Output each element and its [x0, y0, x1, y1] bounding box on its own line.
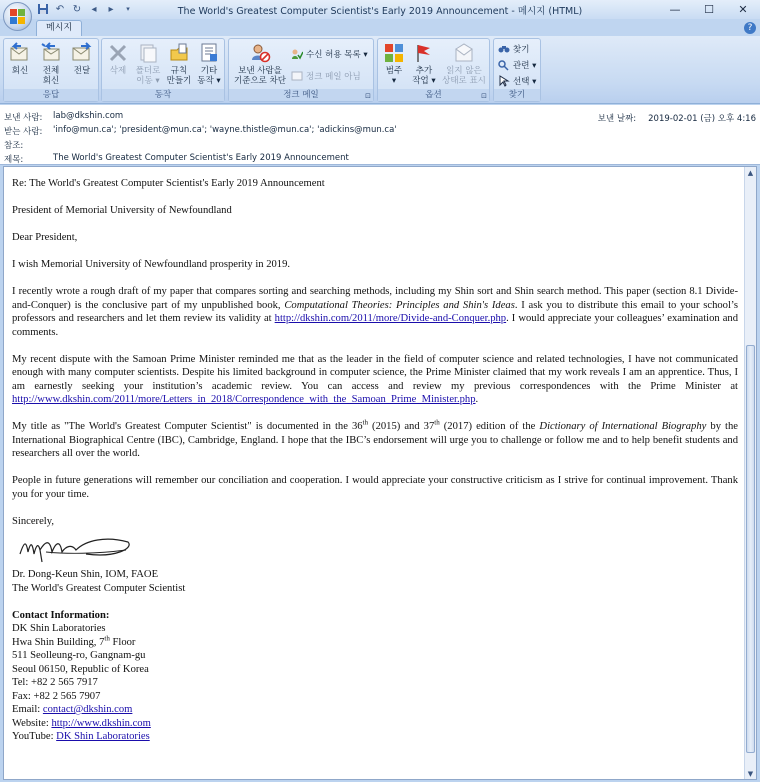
- salutation: Dear President,: [12, 232, 78, 243]
- contact-building: Hwa Shin Building, 7th Floor: [12, 633, 136, 648]
- related-icon: [498, 59, 510, 71]
- paragraph-future: People in future generations will remember our conciliation and cooperation. I would appreciate your constructive criticism as I strive for continual improvement. Thank you for your time.: [12, 475, 738, 500]
- move-to-folder-icon: [137, 42, 159, 64]
- vertical-scrollbar[interactable]: [744, 167, 756, 779]
- youtube-link[interactable]: DK Shin Laboratories: [56, 731, 150, 742]
- contact-org: DK Shin Laboratories: [12, 623, 106, 634]
- group-label-junk-email: 정크 메일: [229, 89, 373, 101]
- undo-icon[interactable]: ↶: [55, 3, 65, 15]
- save-icon[interactable]: [36, 2, 50, 16]
- other-actions-button[interactable]: 기타 동작 ▾: [194, 42, 224, 86]
- scroll-down-icon[interactable]: ▼: [747, 769, 754, 778]
- to-value[interactable]: 'info@mun.ca'; 'president@mun.ca'; 'wayne.thistle@mun.ca'; 'adickins@mun.ca': [53, 125, 397, 135]
- categorize-button[interactable]: 범주 ▾: [380, 42, 408, 86]
- forward-icon: [71, 42, 93, 64]
- message-body[interactable]: [3, 166, 757, 780]
- email-link[interactable]: contact@dkshin.com: [42, 704, 133, 715]
- binoculars-icon: [498, 43, 510, 55]
- scrollbar-thumb[interactable]: [746, 345, 755, 753]
- safe-senders-icon: [291, 48, 303, 60]
- group-options: [377, 38, 490, 102]
- divide-and-conquer-link[interactable]: http://dkshin.com/2011/more/Divide-and-Conquer.php: [274, 313, 507, 324]
- contact-heading: Contact Information:: [12, 609, 110, 621]
- mark-as-unread-button[interactable]: 읽지 않은 상태로 표시: [440, 42, 488, 86]
- maximize-icon[interactable]: ☐: [704, 3, 714, 16]
- contact-tel: Tel: +82 2 565 7917: [12, 677, 98, 688]
- cursor-icon: [498, 75, 510, 87]
- not-junk-button[interactable]: 정크 메일 아님: [291, 70, 361, 82]
- sent-value: 2019-02-01 (금) 오후 4:16: [648, 114, 756, 124]
- forward-button[interactable]: 전달: [68, 42, 96, 76]
- block-sender-icon: [249, 42, 271, 64]
- previous-item-icon[interactable]: ◂: [91, 3, 97, 15]
- reply-all-button[interactable]: 전체 회신: [36, 42, 66, 86]
- ribbon: [0, 36, 760, 104]
- correspondence-link[interactable]: http://www.dkshin.com/2011/more/Letters_in_2018/Correspondence_with_the_Samoan_Prime_Minister.php: [12, 394, 476, 405]
- group-respond: [3, 38, 99, 102]
- re-line: Re: The World's Greatest Computer Scientist's Early 2019 Announcement: [12, 178, 325, 189]
- book-title: Computational Theories: Principles and Shin's Ideas: [284, 299, 515, 311]
- cc-label: 참조:: [4, 141, 24, 151]
- handwritten-signature: [16, 532, 134, 566]
- dialog-launcher-icon[interactable]: ⊡: [365, 92, 371, 100]
- message-content: [12, 177, 738, 744]
- group-label-find: 찾기: [494, 89, 540, 101]
- safe-senders-list-button[interactable]: 수신 허용 목록 ▾: [291, 48, 368, 60]
- move-to-folder-button[interactable]: 폴더로 이동 ▾: [132, 42, 164, 86]
- title-bar: [0, 0, 760, 19]
- from-value[interactable]: lab@dkshin.com: [53, 111, 124, 121]
- sent-date: [598, 112, 756, 124]
- delete-icon: [107, 42, 129, 64]
- find-button[interactable]: 찾기: [498, 43, 529, 55]
- create-rule-button[interactable]: 규칙 만들기: [164, 42, 194, 86]
- help-icon[interactable]: ?: [744, 22, 756, 34]
- customize-toolbar-icon[interactable]: ▾: [126, 5, 130, 13]
- not-junk-icon: [291, 70, 303, 82]
- contact-website: Website: http://www.dkshin.com: [12, 717, 151, 729]
- follow-up-button[interactable]: 추가 작업 ▾: [410, 42, 438, 86]
- office-button[interactable]: [3, 2, 32, 31]
- paragraph-title: My title as "The World's Greatest Computer Scientist" is documented in the 36th (2015) and 37th (2017) edition of the Dictionary of International Biography by the International Biographical Centre (IBC), Cambridge, England. I hope that the IBC’s endorsement will urge you to challenge or follow me and to help benefit students and researchers all over the world.: [12, 418, 738, 459]
- signature-title: The World's Greatest Computer Scientist: [12, 582, 186, 594]
- paragraph-dispute: My recent dispute with the Samoan Prime Minister reminded me that as the leader in the field of computer science and related technologies, I have not communicated enough with many computer scientists. Despite his limited background in computer science, the Prime Minister claimed that my work reveals I am an apprentice. Thus, I am earnestly seeking your institution’s academic review. You can access and review my previous correspondences with the Prime Minister at http://www.dkshin.com/2011/more/Letters_in_2018/Correspondence_with_the_Samoan_Prime_Minister.php.: [12, 353, 738, 405]
- reply-all-icon: [40, 42, 62, 64]
- paragraph-paper: I recently wrote a rough draft of my paper that compares sorting and searching methods, including my Shin sort and Shin search method. This paper (section 8.1 Divide-and-Conquer) is the conclusive part of my unpublished book, Computational Theories: Principles and Shin's Ideas. I ask you to distribute this email to your school’s professors and researchers and let them review its validity at http://dkshin.com/2011/more/Divide-and-Conquer.php. I would appreciate your colleagues’ examination and comments.: [12, 286, 738, 338]
- next-item-icon[interactable]: ▸: [108, 3, 114, 15]
- contact-fax: Fax: +82 2 565 7907: [12, 690, 101, 702]
- ribbon-tab-bar: [0, 19, 760, 36]
- subject-value: The World's Greatest Computer Scientist's Early 2019 Announcement: [53, 153, 349, 163]
- group-label-respond: 응답: [4, 89, 98, 101]
- other-actions-icon: [198, 42, 220, 64]
- signature-name: Dr. Dong-Keun Shin, IOM, FAOE: [12, 569, 159, 580]
- group-label-options: 옵션: [378, 89, 489, 101]
- contact-email: Email: contact@dkshin.com: [12, 704, 133, 715]
- subject-label: 제목:: [4, 155, 24, 165]
- sent-label: 보낸 날짜:: [597, 114, 637, 124]
- group-actions: [101, 38, 225, 102]
- reply-icon: [9, 42, 31, 64]
- contact-city: Seoul 06150, Republic of Korea: [12, 663, 149, 675]
- minimize-icon[interactable]: —: [669, 3, 681, 16]
- to-label: 받는 사람:: [4, 127, 43, 137]
- mark-as-unread-icon: [453, 42, 475, 64]
- group-junk-email: [228, 38, 374, 102]
- office-logo-icon: [10, 9, 26, 25]
- message-headers: [0, 105, 760, 165]
- close-icon[interactable]: ✕: [738, 3, 748, 16]
- contact-youtube: YouTube: DK Shin Laboratories: [12, 731, 150, 742]
- from-label: 보낸 사람:: [4, 113, 43, 123]
- select-button[interactable]: 선택 ▾: [498, 75, 536, 87]
- redo-icon[interactable]: ↻: [72, 3, 82, 15]
- dialog-launcher-icon[interactable]: ⊡: [481, 92, 487, 100]
- group-find: [493, 38, 541, 102]
- delete-button[interactable]: 삭제: [104, 42, 132, 76]
- scroll-up-icon[interactable]: ▲: [747, 168, 754, 177]
- wish-paragraph: I wish Memorial University of Newfoundland prosperity in 2019.: [12, 259, 291, 270]
- tab-message[interactable]: 메시지: [36, 20, 82, 37]
- contact-street: 511 Seolleung-ro, Gangnam-gu: [12, 650, 146, 661]
- dictionary-title: Dictionary of International Biography: [539, 421, 707, 432]
- closing: Sincerely,: [12, 515, 54, 527]
- block-sender-button[interactable]: 보낸 사람을 기준으로 차단: [231, 42, 289, 86]
- addressee: President of Memorial University of Newfoundland: [12, 205, 232, 216]
- follow-up-flag-icon: [413, 42, 435, 64]
- group-label-actions: 동작: [102, 89, 224, 101]
- create-rule-icon: [168, 42, 190, 64]
- website-link[interactable]: http://www.dkshin.com: [51, 717, 151, 729]
- reply-button[interactable]: 회신: [6, 42, 34, 76]
- window-title: The World's Greatest Computer Scientist's Early 2019 Announcement - 메시지 (HTML): [177, 6, 583, 17]
- categorize-icon: [383, 42, 405, 64]
- related-button[interactable]: 관련 ▾: [498, 59, 536, 71]
- quick-access-toolbar: [36, 2, 135, 16]
